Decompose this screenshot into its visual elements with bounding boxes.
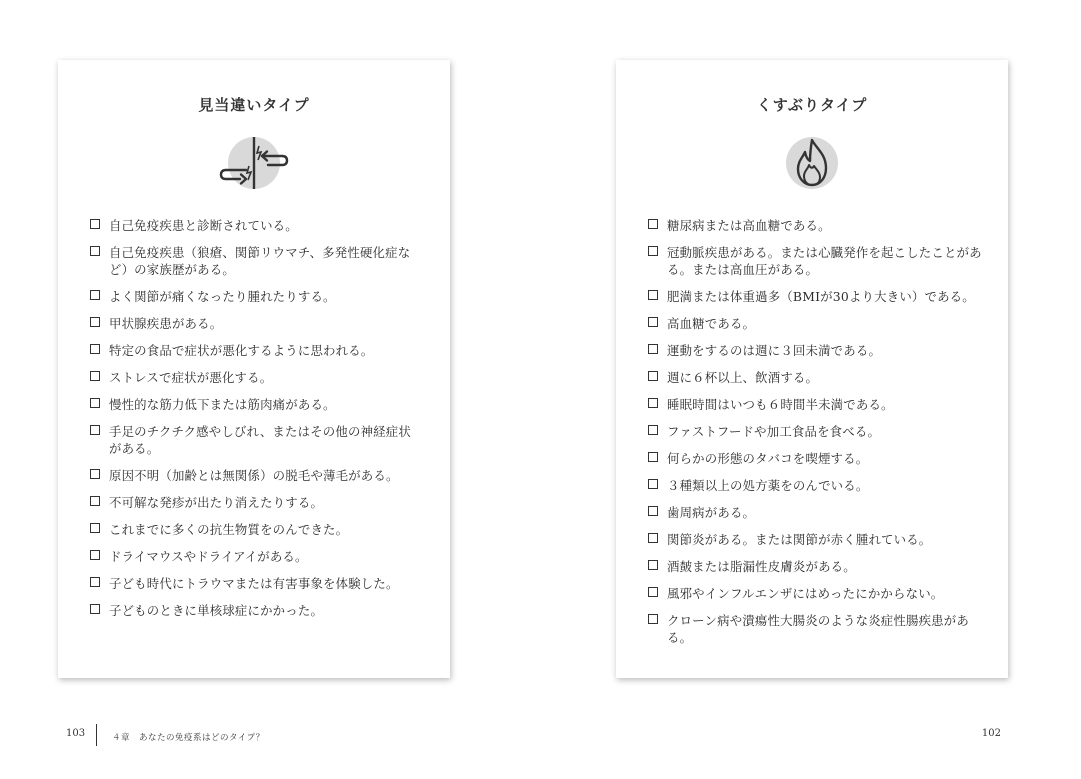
checkbox[interactable] bbox=[90, 290, 100, 300]
checkbox[interactable] bbox=[648, 246, 658, 256]
checkbox[interactable] bbox=[90, 398, 100, 408]
item-text: 冠動脈疾患がある。または心臓発作を起こしたことがある。または高血圧がある。 bbox=[667, 245, 982, 277]
list-item bbox=[90, 548, 422, 565]
page-number-left: 103 bbox=[66, 728, 86, 739]
list-item bbox=[90, 602, 422, 619]
checklist-card-misdirected bbox=[58, 60, 450, 678]
checkbox[interactable] bbox=[648, 587, 658, 597]
checkbox[interactable] bbox=[648, 317, 658, 327]
list-item bbox=[90, 494, 422, 511]
list-item bbox=[90, 467, 422, 484]
checkbox[interactable] bbox=[648, 614, 658, 624]
misdirected-arrows-icon bbox=[218, 134, 290, 196]
chapter-title: ４章 あなたの免疫系はどのタイプ？ bbox=[112, 733, 265, 743]
checkbox[interactable] bbox=[90, 344, 100, 354]
list-item bbox=[90, 244, 422, 278]
list-item bbox=[648, 288, 982, 305]
item-text: 自己免疫疾患と診断されている。 bbox=[109, 218, 298, 233]
list-item bbox=[90, 315, 422, 332]
item-text: ストレスで症状が悪化する。 bbox=[109, 370, 273, 385]
checkbox[interactable] bbox=[648, 479, 658, 489]
list-item bbox=[648, 423, 982, 440]
item-text: 自己免疫疾患（狼瘡、関節リウマチ、多発性硬化症など）の家族歴がある。 bbox=[109, 245, 411, 277]
list-item bbox=[648, 585, 982, 602]
list-item bbox=[648, 396, 982, 413]
item-text: 何らかの形態のタバコを喫煙する。 bbox=[667, 451, 869, 466]
checkbox[interactable] bbox=[90, 219, 100, 229]
list-item bbox=[648, 612, 982, 646]
checkbox[interactable] bbox=[648, 506, 658, 516]
item-text: 週に６杯以上、飲酒する。 bbox=[667, 370, 819, 385]
checkbox[interactable] bbox=[648, 560, 658, 570]
item-text: 手足のチクチク感やしびれ、またはその他の神経症状がある。 bbox=[109, 424, 411, 456]
checklist bbox=[90, 217, 422, 629]
item-text: 酒皶または脂漏性皮膚炎がある。 bbox=[667, 559, 856, 574]
item-text: 不可解な発疹が出たり消えたりする。 bbox=[109, 495, 324, 510]
item-text: 運動をするのは週に３回未満である。 bbox=[667, 343, 882, 358]
checkbox[interactable] bbox=[648, 533, 658, 543]
card-title: くすぶりタイプ bbox=[756, 96, 868, 114]
item-text: 風邪やインフルエンザにはめったにかからない。 bbox=[667, 586, 944, 601]
item-text: 肥満または体重過多（BMIが30より大きい）である。 bbox=[667, 289, 975, 304]
checklist-card-smoldering bbox=[616, 60, 1008, 678]
item-text: ファストフードや加工食品を食べる。 bbox=[667, 424, 881, 439]
checkbox[interactable] bbox=[90, 550, 100, 560]
checkbox[interactable] bbox=[90, 496, 100, 506]
list-item bbox=[90, 217, 422, 234]
checklist bbox=[648, 217, 982, 656]
list-item bbox=[648, 315, 982, 332]
item-text: ３種類以上の処方薬をのんでいる。 bbox=[667, 478, 869, 493]
list-item bbox=[90, 288, 422, 305]
checkbox[interactable] bbox=[90, 371, 100, 381]
item-text: 慢性的な筋力低下または筋肉痛がある。 bbox=[109, 397, 336, 412]
checkbox[interactable] bbox=[648, 398, 658, 408]
item-text: 特定の食品で症状が悪化するように思われる。 bbox=[109, 343, 374, 358]
checkbox[interactable] bbox=[90, 523, 100, 533]
checkbox[interactable] bbox=[90, 317, 100, 327]
item-text: ドライマウスやドライアイがある。 bbox=[109, 549, 308, 564]
list-item bbox=[648, 217, 982, 234]
list-item bbox=[648, 477, 982, 494]
item-text: クローン病や潰瘍性大腸炎のような炎症性腸疾患がある。 bbox=[667, 613, 969, 645]
page-number-right: 102 bbox=[981, 728, 1001, 739]
checkbox[interactable] bbox=[648, 452, 658, 462]
list-item bbox=[90, 423, 422, 457]
item-text: 高血糖である。 bbox=[667, 316, 756, 331]
list-item bbox=[90, 521, 422, 538]
item-text: 睡眠時間はいつも６時間半未満である。 bbox=[667, 397, 894, 412]
checkbox[interactable] bbox=[648, 290, 658, 300]
checkbox[interactable] bbox=[90, 246, 100, 256]
item-text: 原因不明（加齢とは無関係）の脱毛や薄毛がある。 bbox=[109, 468, 399, 483]
item-text: これまでに多くの抗生物質をのんできた。 bbox=[109, 522, 349, 537]
list-item bbox=[648, 369, 982, 386]
list-item bbox=[648, 450, 982, 467]
item-text: 歯周病がある。 bbox=[667, 505, 756, 520]
footer-divider bbox=[96, 724, 97, 746]
list-item bbox=[90, 575, 422, 592]
flame-icon bbox=[782, 134, 842, 196]
checkbox[interactable] bbox=[648, 219, 658, 229]
item-text: 子ども時代にトラウマまたは有害事象を体験した。 bbox=[109, 576, 399, 591]
item-text: 関節炎がある。または関節が赤く腫れている。 bbox=[667, 532, 932, 547]
checkbox[interactable] bbox=[648, 425, 658, 435]
item-text: 子どものときに単核球症にかかった。 bbox=[109, 603, 324, 618]
checkbox[interactable] bbox=[648, 344, 658, 354]
item-text: よく関節が痛くなったり腫れたりする。 bbox=[109, 289, 336, 304]
list-item bbox=[648, 504, 982, 521]
checkbox[interactable] bbox=[90, 425, 100, 435]
item-text: 糖尿病または高血糖である。 bbox=[667, 218, 831, 233]
list-item bbox=[648, 558, 982, 575]
card-title: 見当違いタイプ bbox=[198, 96, 310, 114]
list-item bbox=[90, 342, 422, 359]
checkbox[interactable] bbox=[90, 577, 100, 587]
list-item bbox=[90, 396, 422, 413]
item-text: 甲状腺疾患がある。 bbox=[109, 316, 223, 331]
checkbox[interactable] bbox=[648, 371, 658, 381]
checkbox[interactable] bbox=[90, 604, 100, 614]
list-item bbox=[648, 342, 982, 359]
list-item bbox=[648, 531, 982, 548]
list-item bbox=[90, 369, 422, 386]
checkbox[interactable] bbox=[90, 469, 100, 479]
list-item bbox=[648, 244, 982, 278]
